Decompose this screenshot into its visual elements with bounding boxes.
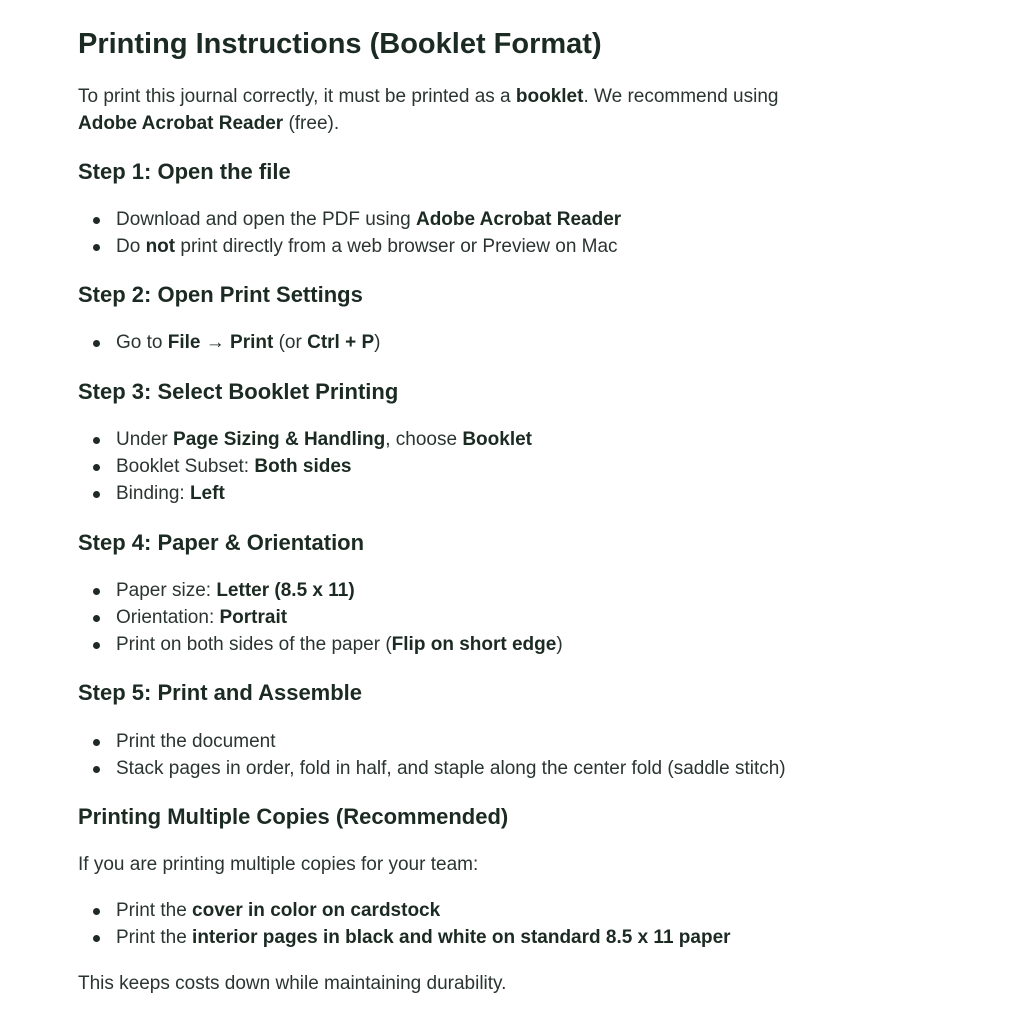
step2-list <box>78 329 381 356</box>
list-item: Print the interior pages in black and white on standard 8.5 x 11 paper <box>78 924 731 951</box>
step2-heading: Step 2: Open Print Settings <box>78 282 363 307</box>
bullet-icon <box>93 217 100 224</box>
list-item: Print the cover in color on cardstock <box>78 897 731 924</box>
list-item: Under Page Sizing & Handling, choose Booklet <box>78 426 532 453</box>
list-item: Stack pages in order, fold in half, and staple along the center fold (saddle stitch) <box>78 755 786 782</box>
list-item: Do not print directly from a web browser or Preview on Mac <box>78 233 621 260</box>
bullet-icon <box>93 908 100 915</box>
step5-list <box>78 728 786 782</box>
list-item: Orientation: Portrait <box>78 604 563 631</box>
list-item: Download and open the PDF using Adobe Acrobat Reader <box>78 206 621 233</box>
multi-copies-list <box>78 897 731 951</box>
bullet-icon <box>93 766 100 773</box>
list-item: Print the document <box>78 728 786 755</box>
bullet-icon <box>93 935 100 942</box>
step3-heading: Step 3: Select Booklet Printing <box>78 379 399 404</box>
bullet-icon <box>93 642 100 649</box>
step3-list <box>78 426 532 507</box>
step1-heading: Step 1: Open the file <box>78 159 291 184</box>
list-item: Booklet Subset: Both sides <box>78 453 532 480</box>
bullet-icon <box>93 340 100 347</box>
step4-heading: Step 4: Paper & Orientation <box>78 530 365 555</box>
closing-paragraph: This keeps costs down while maintaining durability. <box>78 973 507 994</box>
bullet-icon <box>93 588 100 595</box>
list-item: Paper size: Letter (8.5 x 11) <box>78 577 563 604</box>
intro-paragraph: To print this journal correctly, it must be printed as a booklet. We recommend using Adobe Acrobat Reader (free). <box>78 86 779 134</box>
bullet-icon <box>93 244 100 251</box>
multi-copies-heading: Printing Multiple Copies (Recommended) <box>78 804 509 829</box>
bullet-icon <box>93 464 100 471</box>
list-item: Go to File → Print (or Ctrl + P) <box>78 329 381 356</box>
bullet-icon <box>93 739 100 746</box>
list-item: Binding: Left <box>78 480 532 507</box>
list-item: Print on both sides of the paper (Flip on short edge) <box>78 631 563 658</box>
multi-copies-intro: If you are printing multiple copies for your team: <box>78 854 479 875</box>
step5-heading: Step 5: Print and Assemble <box>78 680 363 705</box>
bullet-icon <box>93 615 100 622</box>
step4-list <box>78 577 563 658</box>
bullet-icon <box>93 437 100 444</box>
page-title: Printing Instructions (Booklet Format) <box>78 28 602 60</box>
bullet-icon <box>93 491 100 498</box>
step1-list <box>78 206 621 260</box>
